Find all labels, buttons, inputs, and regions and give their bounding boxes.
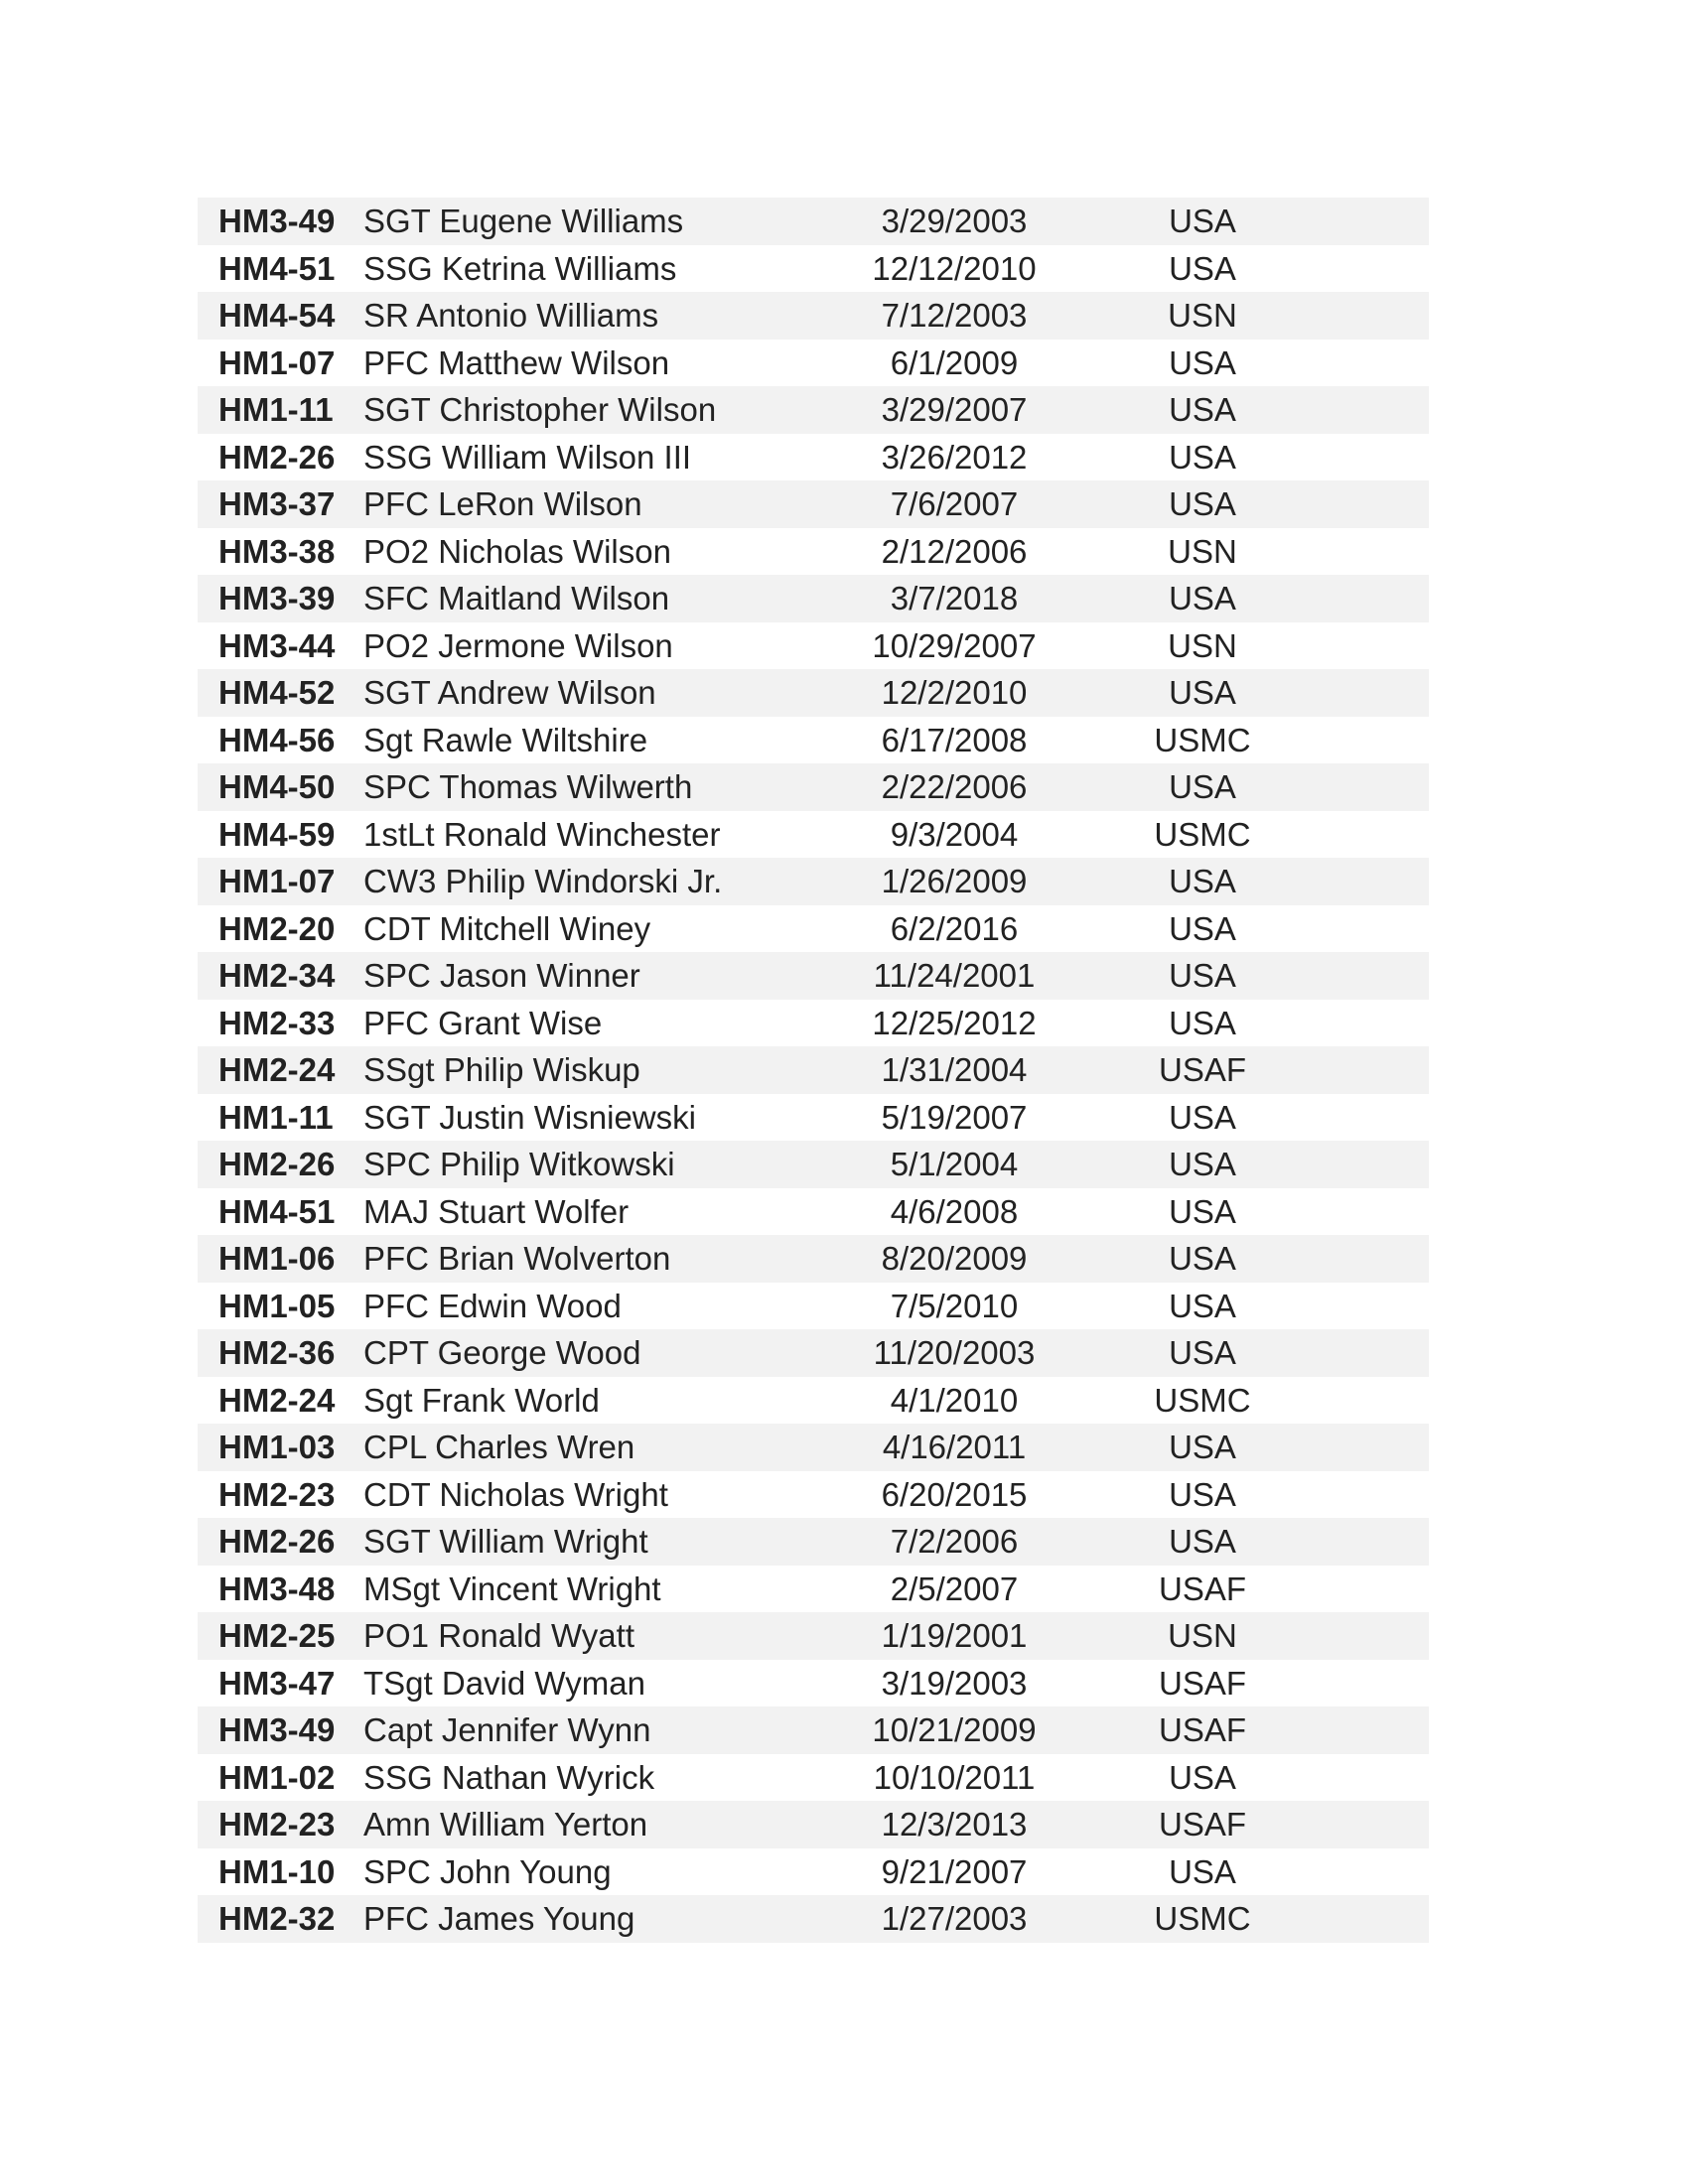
service-branch: USN [1168, 1617, 1237, 1654]
service-member-name: SGT Christopher Wilson [363, 391, 717, 428]
service-branch: USN [1168, 626, 1237, 664]
service-branch: USA [1169, 674, 1236, 711]
table-row [198, 575, 1429, 622]
service-member-name: Capt Jennifer Wynn [363, 1711, 651, 1748]
date-of-death: 7/5/2010 [890, 1287, 1019, 1324]
date-of-death: 9/3/2004 [890, 815, 1019, 853]
table-row [198, 1283, 1429, 1330]
date-of-death: 4/6/2008 [890, 1192, 1019, 1230]
service-member-name: PO1 Ronald Wyatt [363, 1617, 634, 1654]
table-row [198, 763, 1429, 811]
memorial-code: HM1-06 [218, 1240, 336, 1277]
service-member-name: SSG Ketrina Williams [363, 249, 677, 287]
memorial-code: HM1-10 [218, 1852, 336, 1890]
table-row [198, 1706, 1429, 1754]
table-row [198, 811, 1429, 859]
date-of-death: 6/20/2015 [881, 1475, 1028, 1513]
service-member-name: SFC Maitland Wilson [363, 580, 670, 616]
service-member-name: SPC Thomas Wilwerth [363, 768, 693, 805]
service-branch: USA [1169, 1523, 1236, 1560]
table-row [198, 1329, 1429, 1377]
service-branch: USA [1169, 249, 1236, 287]
service-member-name: CW3 Philip Windorski Jr. [363, 863, 723, 899]
date-of-death: 10/29/2007 [872, 626, 1037, 664]
memorial-code: HM2-26 [218, 1146, 336, 1182]
service-branch: USMC [1154, 721, 1251, 758]
date-of-death: 3/19/2003 [881, 1664, 1028, 1702]
date-of-death: 9/21/2007 [881, 1852, 1028, 1890]
service-branch: USA [1169, 1004, 1236, 1041]
memorial-code: HM2-36 [218, 1334, 336, 1371]
service-member-name: CPL Charles Wren [363, 1429, 635, 1465]
date-of-death: 12/3/2013 [881, 1806, 1028, 1843]
service-member-name: PO2 Jermone Wilson [363, 626, 673, 664]
memorial-code: HM4-59 [218, 815, 336, 853]
service-member-name: Sgt Frank World [363, 1381, 600, 1419]
service-branch: USA [1169, 1240, 1236, 1277]
service-branch: USAF [1158, 1664, 1246, 1702]
memorial-code: HM4-51 [218, 1192, 336, 1230]
service-member-name: SPC Philip Witkowski [363, 1146, 675, 1182]
memorial-code: HM3-48 [218, 1570, 336, 1607]
service-branch: USA [1169, 1146, 1236, 1182]
roster-table [198, 198, 1429, 1943]
service-member-name: CDT Mitchell Winey [363, 909, 651, 947]
service-member-name: CDT Nicholas Wright [363, 1475, 668, 1513]
service-member-name: SGT Justin Wisniewski [363, 1098, 696, 1136]
date-of-death: 7/2/2006 [890, 1523, 1019, 1560]
service-branch: USA [1169, 1287, 1236, 1324]
service-branch: USA [1169, 203, 1236, 239]
service-branch: USA [1169, 343, 1236, 381]
memorial-code: HM1-11 [218, 1098, 334, 1136]
memorial-code: HM2-26 [218, 1523, 336, 1560]
table-row [198, 1094, 1429, 1142]
date-of-death: 6/17/2008 [881, 721, 1028, 758]
date-of-death: 5/19/2007 [881, 1098, 1028, 1136]
table-row [198, 1188, 1429, 1236]
service-member-name: PFC Brian Wolverton [363, 1240, 671, 1277]
memorial-code: HM3-39 [218, 580, 336, 616]
service-branch: USA [1169, 863, 1236, 899]
table-row [198, 905, 1429, 953]
service-branch: USA [1169, 768, 1236, 805]
service-branch: USA [1169, 485, 1236, 522]
memorial-code: HM3-44 [218, 626, 336, 664]
date-of-death: 2/5/2007 [890, 1570, 1019, 1607]
table-row [198, 1566, 1429, 1613]
memorial-code: HM2-24 [218, 1381, 336, 1419]
date-of-death: 7/6/2007 [890, 485, 1019, 522]
service-branch: USAF [1158, 1711, 1246, 1748]
service-member-name: TSgt David Wyman [363, 1664, 645, 1702]
memorial-code: HM3-38 [218, 532, 336, 570]
table-row [198, 1895, 1429, 1943]
memorial-code: HM2-25 [218, 1617, 336, 1654]
service-member-name: CPT George Wood [363, 1334, 641, 1371]
date-of-death: 3/7/2018 [890, 580, 1019, 616]
date-of-death: 11/24/2001 [873, 957, 1036, 994]
memorial-code: HM4-56 [218, 721, 336, 758]
date-of-death: 7/12/2003 [881, 297, 1028, 334]
service-member-name: 1stLt Ronald Winchester [363, 815, 721, 853]
service-member-name: SPC John Young [363, 1852, 612, 1890]
service-member-name: SR Antonio Williams [363, 297, 659, 334]
service-branch: USA [1169, 957, 1236, 994]
service-branch: USA [1169, 1475, 1236, 1513]
date-of-death: 2/22/2006 [881, 768, 1028, 805]
memorial-code: HM1-11 [218, 391, 334, 428]
service-branch: USA [1169, 580, 1236, 616]
service-branch: USAF [1158, 1570, 1246, 1607]
table-row [198, 622, 1429, 670]
date-of-death: 11/20/2003 [873, 1334, 1036, 1371]
table-row [198, 858, 1429, 905]
date-of-death: 10/10/2011 [873, 1758, 1036, 1796]
service-member-name: PFC James Young [363, 1900, 635, 1937]
service-member-name: PO2 Nicholas Wilson [363, 532, 671, 570]
service-branch: USAF [1158, 1051, 1246, 1088]
memorial-code: HM4-54 [218, 297, 336, 334]
table-row [198, 386, 1429, 434]
date-of-death: 3/29/2003 [881, 203, 1028, 239]
table-row [198, 1612, 1429, 1660]
memorial-code: HM3-49 [218, 1711, 336, 1748]
service-branch: USA [1169, 1098, 1236, 1136]
date-of-death: 8/20/2009 [881, 1240, 1028, 1277]
memorial-code: HM1-03 [218, 1429, 336, 1465]
service-member-name: MSgt Vincent Wright [363, 1570, 661, 1607]
service-member-name: SSgt Philip Wiskup [363, 1051, 640, 1088]
date-of-death: 2/12/2006 [881, 532, 1028, 570]
service-branch: USA [1169, 438, 1236, 476]
memorial-code: HM1-07 [218, 343, 336, 381]
memorial-code: HM2-23 [218, 1475, 336, 1513]
service-branch: USA [1169, 909, 1236, 947]
service-branch: USN [1168, 532, 1237, 570]
service-branch: USA [1169, 1192, 1236, 1230]
service-branch: USMC [1154, 1381, 1251, 1419]
table-row [198, 292, 1429, 340]
date-of-death: 12/25/2012 [872, 1004, 1037, 1041]
memorial-code: HM4-52 [218, 674, 336, 711]
date-of-death: 4/16/2011 [882, 1429, 1027, 1465]
service-branch: USA [1169, 1758, 1236, 1796]
service-member-name: PFC Grant Wise [363, 1004, 603, 1041]
table-row [198, 528, 1429, 576]
table-row [198, 717, 1429, 764]
service-member-name: Amn William Yerton [363, 1806, 648, 1843]
service-member-name: SGT Andrew Wilson [363, 674, 656, 711]
table-row [198, 1518, 1429, 1566]
service-branch: USA [1169, 1334, 1236, 1371]
memorial-code: HM2-26 [218, 438, 336, 476]
date-of-death: 1/26/2009 [881, 863, 1028, 899]
table-row [198, 480, 1429, 528]
date-of-death: 10/21/2009 [872, 1711, 1037, 1748]
service-branch: USMC [1154, 815, 1251, 853]
table-row [198, 1000, 1429, 1047]
memorial-code: HM3-47 [218, 1664, 336, 1702]
service-member-name: PFC LeRon Wilson [363, 485, 642, 522]
date-of-death: 4/1/2010 [890, 1381, 1019, 1419]
service-member-name: MAJ Stuart Wolfer [363, 1192, 630, 1230]
memorial-code: HM1-07 [218, 863, 336, 899]
table-row [198, 1660, 1429, 1707]
date-of-death: 6/2/2016 [890, 909, 1019, 947]
date-of-death: 1/31/2004 [881, 1051, 1028, 1088]
memorial-code: HM2-34 [218, 957, 336, 994]
date-of-death: 3/29/2007 [881, 391, 1028, 428]
service-branch: USA [1169, 1852, 1236, 1890]
date-of-death: 1/27/2003 [881, 1900, 1028, 1937]
memorial-code: HM2-24 [218, 1051, 336, 1088]
service-branch: USAF [1158, 1806, 1246, 1843]
memorial-code: HM2-32 [218, 1900, 336, 1937]
table-row [198, 198, 1429, 245]
service-member-name: SSG Nathan Wyrick [363, 1758, 655, 1796]
service-member-name: SPC Jason Winner [363, 957, 640, 994]
table-row [198, 1046, 1429, 1094]
memorial-code: HM3-37 [218, 485, 336, 522]
table-row [198, 1801, 1429, 1848]
table-row [198, 340, 1429, 387]
table-row [198, 952, 1429, 1000]
table-row [198, 245, 1429, 293]
service-member-name: SSG William Wilson III [363, 438, 692, 476]
service-member-name: Sgt Rawle Wiltshire [363, 721, 648, 758]
service-branch: USA [1169, 1429, 1236, 1465]
service-member-name: SGT Eugene Williams [363, 203, 684, 239]
table-row [198, 669, 1429, 717]
memorial-code: HM2-33 [218, 1004, 336, 1041]
memorial-code: HM1-02 [218, 1758, 336, 1796]
table-row [198, 1424, 1429, 1471]
service-branch: USMC [1154, 1900, 1251, 1937]
service-member-name: PFC Edwin Wood [363, 1287, 622, 1324]
service-member-name: PFC Matthew Wilson [363, 343, 670, 381]
service-branch: USA [1169, 391, 1236, 428]
service-member-name: SGT William Wright [363, 1523, 648, 1560]
date-of-death: 12/12/2010 [872, 249, 1037, 287]
table-row [198, 1848, 1429, 1896]
table-row [198, 1235, 1429, 1283]
date-of-death: 5/1/2004 [890, 1146, 1019, 1182]
table-row [198, 1471, 1429, 1519]
table-row [198, 1754, 1429, 1802]
memorial-code: HM2-20 [218, 909, 336, 947]
service-branch: USN [1168, 297, 1237, 334]
date-of-death: 6/1/2009 [890, 343, 1019, 381]
table-row [198, 1377, 1429, 1425]
memorial-code: HM2-23 [218, 1806, 336, 1843]
memorial-code: HM1-05 [218, 1287, 336, 1324]
date-of-death: 1/19/2001 [881, 1617, 1028, 1654]
date-of-death: 3/26/2012 [881, 438, 1028, 476]
table-row [198, 434, 1429, 481]
memorial-code: HM4-50 [218, 768, 336, 805]
table-row [198, 1141, 1429, 1188]
memorial-code: HM3-49 [218, 203, 336, 239]
date-of-death: 12/2/2010 [881, 674, 1028, 711]
memorial-code: HM4-51 [218, 249, 336, 287]
